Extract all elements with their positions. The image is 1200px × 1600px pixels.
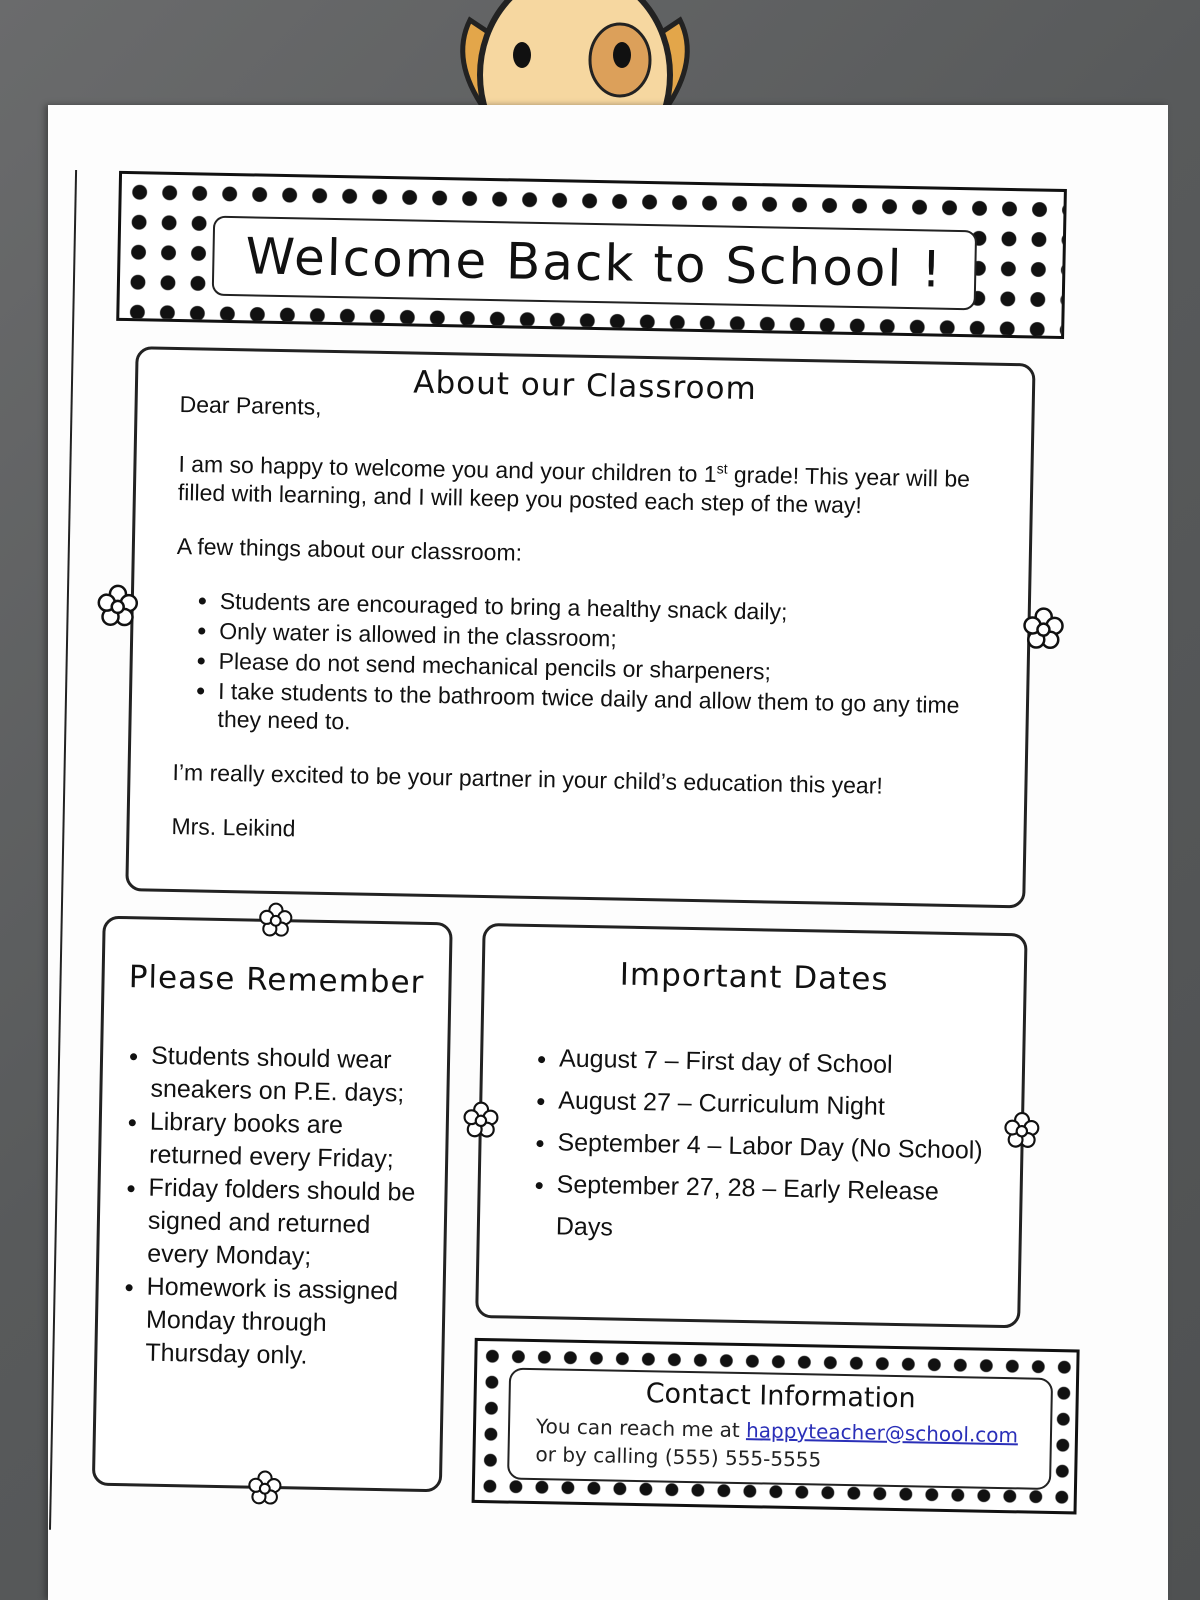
list-item: • Only water is allowed in the classroom; <box>219 617 997 660</box>
flower-icon <box>1021 606 1066 651</box>
about-heading: About our Classroom <box>412 364 758 408</box>
flower-icon <box>95 583 140 628</box>
please-remember-section <box>92 916 453 1493</box>
list-item: • August 7 – First day of School <box>559 1037 1003 1087</box>
flower-icon <box>462 1101 501 1140</box>
flower-icon <box>246 1470 283 1507</box>
about-classroom-section <box>125 346 1035 908</box>
email-link[interactable]: happyteacher@school.com <box>745 1418 1019 1448</box>
intro-paragraph: I am so happy to welcome you and your children to 1st grade! This year will be filled with learning, and I will keep you posted each step of the way! <box>177 450 971 518</box>
list-item: • Students should wear sneakers on P.E. days; <box>150 1040 435 1111</box>
list-item: • I take students to the bathroom twice daily and allow them to go any time they need to. <box>217 676 996 747</box>
flower-icon <box>257 902 294 939</box>
greeting: Dear Parents, <box>179 391 322 420</box>
remember-heading: Please Remember <box>128 959 425 1001</box>
list-item: • Friday folders should be signed and returned every Monday; <box>147 1172 433 1276</box>
page-title: Welcome Back to School ! <box>244 227 944 299</box>
title-banner <box>116 171 1067 339</box>
list-item: • Homework is assigned Monday through Thursday only. <box>145 1271 431 1375</box>
flower-icon <box>1002 1111 1041 1150</box>
contact-box <box>507 1368 1053 1490</box>
list-item: • August 27 – Curriculum Night <box>558 1079 1002 1129</box>
signature: Mrs. Leikind <box>171 812 296 842</box>
list-item: • Library books are returned every Friday; <box>149 1106 434 1177</box>
parent-letter <box>171 390 1002 881</box>
list-item: • September 27, 28 – Early Release Days <box>556 1163 1001 1255</box>
newsletter-sheet <box>49 170 1117 1550</box>
lead-in: A few things about our classroom: <box>176 532 523 566</box>
dates-heading: Important Dates <box>619 956 889 998</box>
closing: I’m really excited to be your partner in your child’s education this year! <box>172 758 884 799</box>
contact-banner <box>472 1338 1080 1515</box>
contact-email-line: You can reach me at happyteacher@school.com <box>535 1414 1019 1448</box>
reminders-list <box>115 1039 435 1375</box>
list-item: • Please do not send mechanical pencils or sharpeners; <box>218 647 996 690</box>
contact-heading: Contact Information <box>645 1378 916 1415</box>
classroom-rules-list <box>173 586 998 748</box>
important-dates-section <box>475 923 1027 1328</box>
dates-list <box>520 1037 1003 1256</box>
list-item: • September 4 – Labor Day (No School) <box>557 1121 1001 1171</box>
contact-phone-line: or by calling (555) 555-5555 <box>535 1442 822 1472</box>
title-box <box>212 216 977 311</box>
list-item: • Students are encouraged to bring a healthy snack daily; <box>220 587 998 630</box>
